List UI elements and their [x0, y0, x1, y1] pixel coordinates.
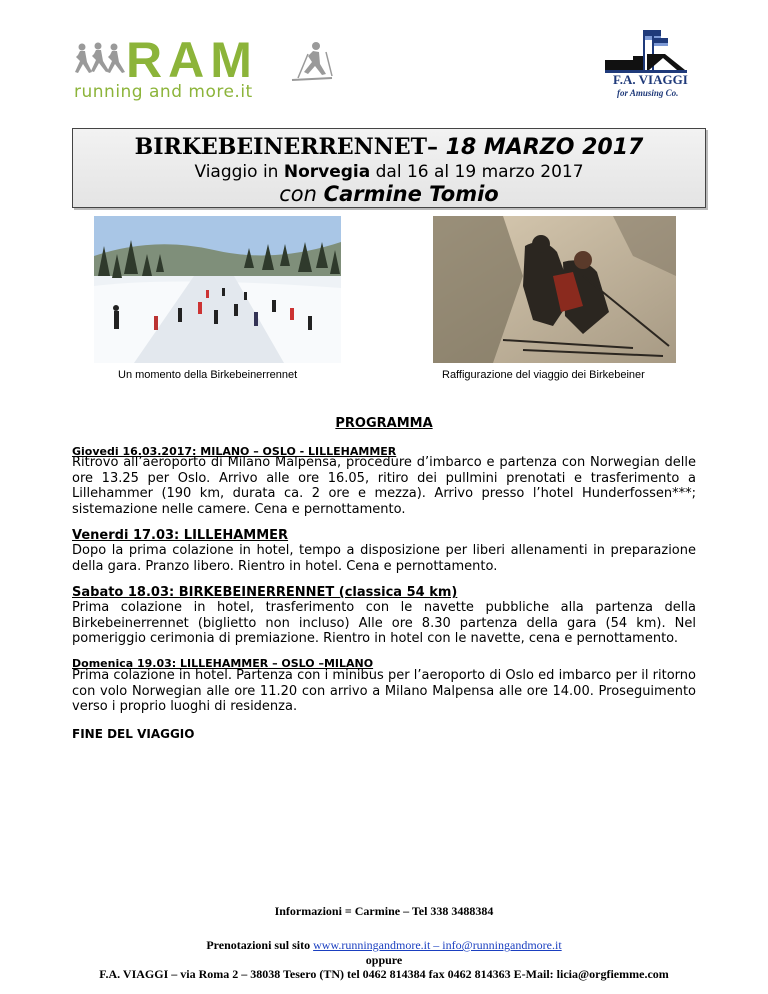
flag-building-icon — [603, 28, 693, 74]
runners-icon — [72, 42, 128, 82]
guide-prefix: con — [279, 182, 317, 206]
end-of-trip-note: FINE DEL VIAGGIO — [72, 727, 195, 741]
event-name: BIRKEBEINERRENNET– — [134, 134, 438, 160]
event-title — [73, 133, 705, 162]
day-2-heading: Venerdi 17.03: LILLEHAMMER — [72, 528, 289, 543]
ram-brand: RAM — [126, 32, 258, 88]
title-box — [72, 128, 706, 208]
race-photo — [94, 216, 341, 363]
day-2-text: Dopo la prima colazione in hotel, tempo a disposizione per liberi allenamenti in preparazione della gara. Pranzo libero. Rientro in hotel. Cena e pernottamento. — [72, 543, 696, 574]
trip-prefix: Viaggio in — [194, 162, 279, 182]
trip-country: Norvegia — [283, 162, 371, 182]
day-3-heading: Sabato 18.03: BIRKEBEINERRENNET (classica 54 km) — [72, 585, 458, 600]
day-1-text: Ritrovo all’aeroporto di Milano Malpensa, procedure d’imbarco e partenza con Norwegian delle ore 13.25 per Oslo. Arrivo alle ore 16.05, ritiro dei pullmini prenotati e trasferimento a Lillehammer (190 km, durata ca. 2 ore e mezza). Arrivo presso l’hotel Hunderfossen***; sistemazione nelle camere. Cena e pernottamento. — [72, 455, 696, 517]
event-date: 18 MARZO 2017 — [445, 135, 644, 160]
trip-guide — [73, 181, 705, 207]
booking-prefix: Prenotazioni sul sito — [206, 938, 311, 952]
trip-dates: dal 16 al 19 marzo 2017 — [375, 162, 584, 182]
day-4-text: Prima colazione in hotel. Partenza con i minibus per l’aeroporto di Oslo ed imbarco per il ritorno con volo Norwegian alle ore 11.20 con arrivo a Milano Malpensa alle ore 14.00. Proseguimento verso i proprio luoghi di residenza. — [72, 668, 696, 714]
fa-viaggi-tagline: for Amusing Co. — [617, 88, 679, 98]
fa-viaggi-name: F.A. VIAGGI — [613, 72, 688, 87]
trip-subtitle — [73, 161, 705, 183]
footer-info: Informazioni = Carmine – Tel 338 3488384 — [274, 904, 494, 918]
skier-icon — [286, 40, 334, 84]
footer-agency: F.A. VIAGGI – via Roma 2 – 38038 Tesero (TN) tel 0462 814384 fax 0462 814363 E-Mail: licia@orgfiemme.com — [99, 967, 669, 981]
fa-viaggi-logo — [603, 28, 693, 104]
footer-booking — [0, 938, 768, 953]
day-1-heading: Giovedi 16.03.2017: MILANO – OSLO - LILLEHAMMER — [72, 445, 397, 458]
race-photo-caption: Un momento della Birkebeinerrennet — [118, 369, 298, 381]
footer-or: oppure — [365, 953, 403, 967]
ram-tagline: running and more.it — [74, 82, 253, 102]
guide-name: Carmine Tomio — [323, 182, 499, 206]
program-heading: PROGRAMMA — [335, 416, 433, 431]
day-4-heading: Domenica 19.03: LILLEHAMMER – OSLO –MILANO — [72, 657, 374, 670]
day-3-text: Prima colazione in hotel, trasferimento con le navette pubbliche alla partenza della Birkebeinerrennet (biglietto non incluso) Alle ore 8.30 partenza della gara (54 km). Nel pomeriggio cerimonia di premiazione. Rientro in hotel con le navette, cena e pernottamento. — [72, 600, 696, 646]
painting-caption: Raffigurazione del viaggio dei Birkebeiner — [442, 369, 645, 381]
booking-link[interactable]: www.runningandmore.it – info@runningandmore.it — [313, 938, 562, 952]
ram-logo — [72, 32, 334, 102]
birkebeiner-painting — [433, 216, 676, 363]
